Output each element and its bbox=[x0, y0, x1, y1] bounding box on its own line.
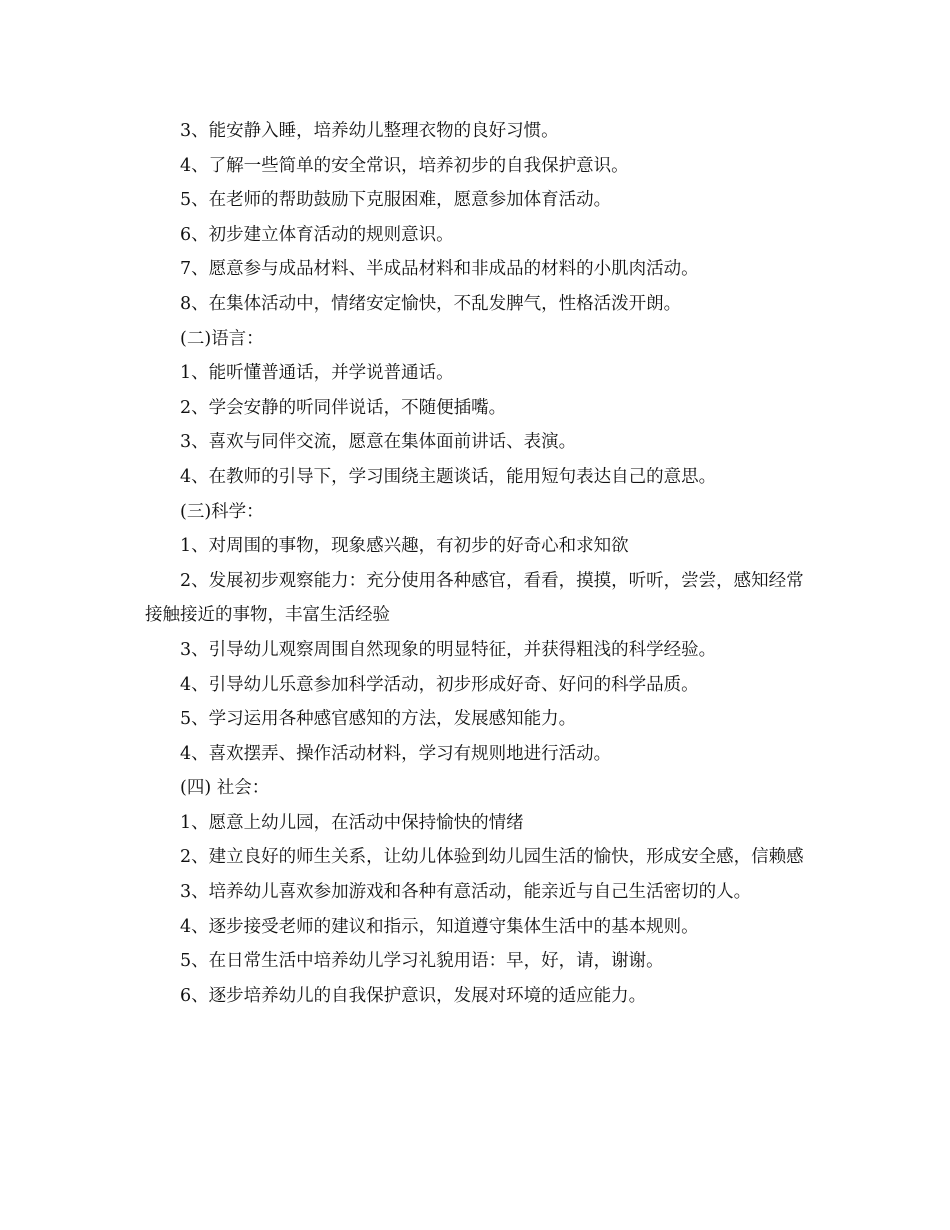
paragraph: 1、愿意上幼儿园，在活动中保持愉快的情绪 bbox=[180, 812, 524, 833]
paragraph: 1、对周围的事物，现象感兴趣，有初步的好奇心和求知欲 bbox=[180, 536, 629, 557]
paragraph: 1、能听懂普通话，并学说普通话。 bbox=[180, 363, 454, 384]
paragraph: 4、喜欢摆弄、操作活动材料，学习有规则地进行活动。 bbox=[180, 743, 612, 764]
paragraph: 4、了解一些简单的安全常识，培养初步的自我保护意识。 bbox=[180, 155, 629, 176]
paragraph: 2、学会安静的听同伴说话，不随便插嘴。 bbox=[180, 397, 507, 418]
paragraph: 3、喜欢与同伴交流，愿意在集体面前讲话、表演。 bbox=[180, 432, 577, 453]
section-heading-society: (四) 社会： bbox=[180, 778, 270, 799]
paragraph: 3、引导幼儿观察周围自然现象的明显特征，并获得粗浅的科学经验。 bbox=[180, 639, 717, 660]
paragraph: 4、在教师的引导下，学习围绕主题谈话，能用短句表达自己的意思。 bbox=[180, 466, 717, 487]
section-heading-language: (二)语言： bbox=[180, 328, 264, 349]
paragraph: 4、逐步接受老师的建议和指示，知道遵守集体生活中的基本规则。 bbox=[180, 916, 699, 937]
paragraph: 6、初步建立体育活动的规则意识。 bbox=[180, 224, 454, 245]
paragraph: 2、建立良好的师生关系，让幼儿体验到幼儿园生活的愉快，形成安全感，信赖感 bbox=[180, 847, 804, 868]
paragraph: 3、培养幼儿喜欢参加游戏和各种有意活动，能亲近与自己生活密切的人。 bbox=[180, 882, 752, 903]
paragraph: 4、引导幼儿乐意参加科学活动，初步形成好奇、好问的科学品质。 bbox=[180, 674, 699, 695]
paragraph: 7、愿意参与成品材料、半成品材料和非成品的材料的小肌肉活动。 bbox=[180, 259, 699, 280]
paragraph: 2、发展初步观察能力：充分使用各种感官，看看，摸摸，听听，尝尝，感知经常接触接近的事物，丰富生活经验 bbox=[145, 570, 804, 626]
section-heading-science: (三)科学： bbox=[180, 501, 264, 522]
document-body bbox=[145, 114, 810, 1013]
paragraph: 3、能安静入睡，培养幼儿整理衣物的良好习惯。 bbox=[180, 121, 559, 141]
paragraph: 5、在老师的帮助鼓励下克服困难，愿意参加体育活动。 bbox=[180, 190, 612, 211]
paragraph: 6、逐步培养幼儿的自我保护意识，发展对环境的适应能力。 bbox=[180, 985, 647, 1006]
paragraph: 8、在集体活动中，情绪安定愉快，不乱发脾气，性格活泼开朗。 bbox=[180, 293, 682, 314]
paragraph: 5、学习运用各种感官感知的方法，发展感知能力。 bbox=[180, 709, 577, 730]
paragraph: 5、在日常生活中培养幼儿学习礼貌用语：早，好，请，谢谢。 bbox=[180, 951, 664, 972]
